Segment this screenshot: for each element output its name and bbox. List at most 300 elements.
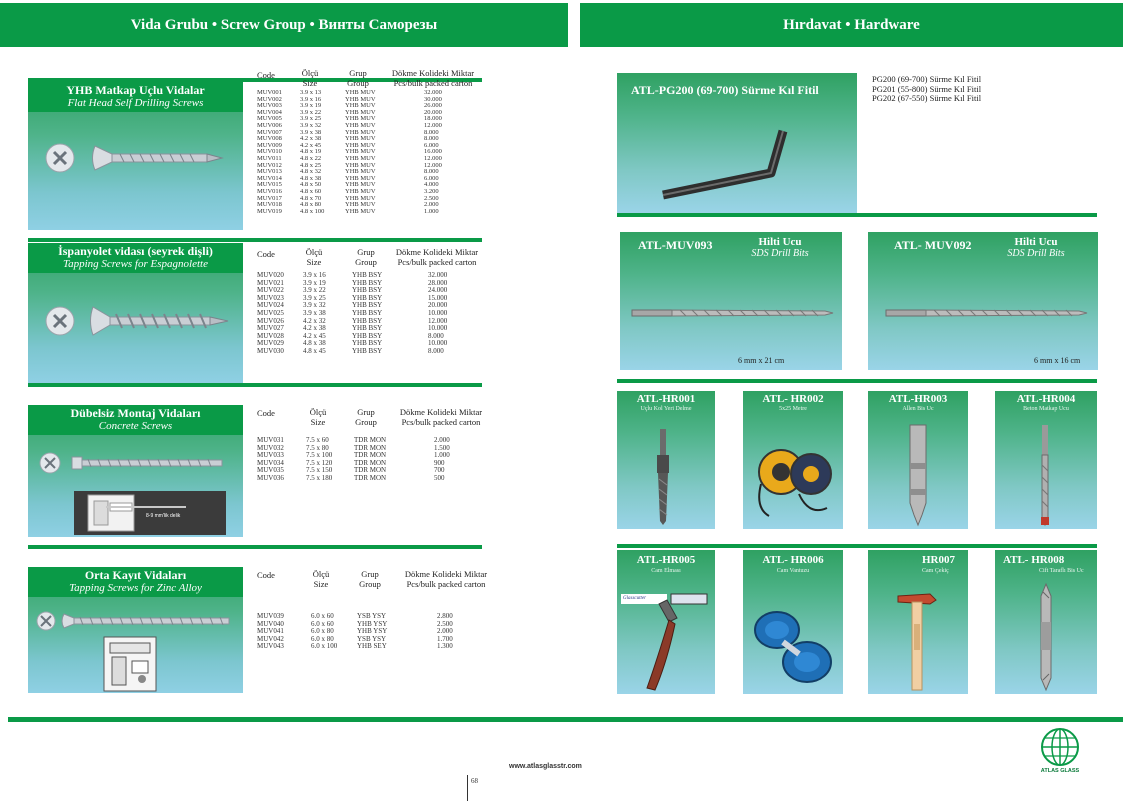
drill-code-prefix: ATL- — [894, 238, 925, 252]
drill-code — [638, 238, 712, 253]
table-cell: YHB MUV — [345, 95, 376, 103]
page-number-line — [467, 775, 468, 801]
header-group-tr: Grup — [349, 68, 367, 78]
header-qty — [383, 68, 483, 88]
concrete-drill-bit-image — [1037, 425, 1053, 529]
table-cell: MUV023 — [257, 293, 284, 302]
table-cell: MUV013 — [257, 168, 282, 176]
header-code: Code — [257, 570, 275, 580]
table-cell: YHB MUV — [345, 121, 376, 129]
drill-name-en: SDS Drill Bits — [751, 248, 809, 259]
table-cell: 4.8 x 100 — [300, 207, 325, 215]
column-qtys — [424, 90, 442, 215]
table-cell: 8.000 — [428, 331, 444, 340]
header-qty-tr: Dökme Kolideki Miktar — [395, 247, 479, 257]
table-cell: 7.5 x 80 — [306, 443, 329, 452]
table-cell: MUV036 — [257, 473, 284, 482]
table-cell: 3.9 x 38 — [303, 308, 326, 317]
tool-code: ATL-HR004 — [1016, 393, 1076, 405]
header-code: Code — [257, 249, 275, 259]
header-qty-en: Pcs/bulk packed carton — [397, 257, 477, 267]
pg-list-item: PG200 (69-700) Sürme Kıl Fitil — [872, 74, 982, 84]
table-cell: MUV019 — [257, 207, 282, 215]
section-divider — [28, 238, 482, 242]
table-cell: YHB BSY — [352, 271, 383, 279]
drill-name — [740, 236, 820, 259]
header-size — [298, 68, 322, 88]
table-cell: 10.000 — [428, 339, 448, 348]
table-cell: YHB MUV — [345, 187, 376, 195]
table-cell: MUV039 — [257, 612, 284, 620]
table-cell: TDR MON — [354, 473, 387, 482]
table-cell: MUV027 — [257, 324, 284, 333]
drill-tool-image — [649, 429, 679, 525]
table-cell: 32.000 — [428, 271, 448, 279]
header-group-tr: Grup — [357, 407, 375, 417]
table-cell: MUV042 — [257, 634, 284, 643]
column-codes — [257, 272, 284, 356]
tool-panel-hr003 — [868, 391, 968, 529]
table-cell: YHB MUV — [345, 128, 376, 136]
table-cell: 3.9 x 13 — [300, 89, 322, 96]
tool-panel-hr006 — [743, 550, 843, 694]
table-cell: 32.000 — [424, 89, 442, 96]
panel-title — [28, 567, 243, 597]
table-cell: MUV009 — [257, 141, 282, 149]
table-cell: MUV032 — [257, 443, 284, 452]
table-cell: 3.9 x 25 — [303, 293, 326, 302]
table-cell: 4.2 x 45 — [303, 331, 326, 340]
table-cell: YHB MUV — [345, 89, 376, 96]
table-cell: 15.000 — [428, 293, 448, 302]
column-codes — [257, 437, 284, 483]
table-cell: MUV033 — [257, 451, 284, 460]
table-cell: MUV021 — [257, 278, 284, 287]
header-group — [351, 407, 381, 427]
drill-name-tr: Hilti Ucu — [1014, 236, 1058, 248]
table-cell: 4.2 x 38 — [300, 135, 322, 143]
table-cell: 30.000 — [424, 95, 442, 103]
table-cell: 1.000 — [424, 207, 439, 215]
table-cell: YHB MUV — [345, 174, 376, 182]
table-cell: YHB BSY — [352, 308, 383, 317]
table-cell: 8.000 — [428, 346, 444, 355]
header-qty-en: Pcs/bulk packed carton — [401, 417, 481, 427]
header-size — [306, 407, 330, 427]
table-cell: MUV007 — [257, 128, 282, 136]
table-cell: 2.000 — [434, 436, 450, 444]
header-group — [355, 569, 385, 589]
tool-desc: Cam Çekiç — [922, 568, 949, 574]
table-cell: 20.000 — [424, 108, 442, 116]
header-size-en: Size — [302, 78, 318, 88]
table-cell: 4.2 x 32 — [303, 316, 326, 325]
tool-desc: Allen Bis Uc — [902, 406, 934, 412]
logo-text: ATLAS GLASS — [1040, 768, 1080, 774]
table-cell: MUV025 — [257, 308, 284, 317]
table-cell: YHB MUV — [345, 108, 376, 116]
drill-name — [996, 236, 1076, 259]
table-cell: MUV005 — [257, 115, 282, 123]
section-divider — [617, 213, 1097, 217]
drill-bit-panel-muv092 — [868, 232, 1098, 370]
tool-code: ATL-HR005 — [636, 554, 696, 566]
table-cell: MUV011 — [257, 154, 282, 162]
drill-code-number: MUV092 — [924, 238, 972, 252]
table-cell: MUV030 — [257, 346, 284, 355]
tape-measure-image — [749, 436, 839, 526]
table-cell: MUV024 — [257, 301, 284, 310]
table-cell: TDR MON — [354, 466, 387, 475]
drill-name-en: SDS Drill Bits — [1007, 248, 1065, 259]
glass-cutter-image — [627, 590, 713, 694]
table-cell: YHB BSY — [352, 339, 383, 348]
pg-list-item: PG202 (67-550) Sürme Kıl Fitil — [872, 93, 982, 103]
table-cell: 4.000 — [424, 181, 439, 189]
drill-code-number: MUV093 — [665, 238, 713, 252]
table-cell: 3.9 x 19 — [303, 278, 326, 287]
table-cell: 6.0 x 60 — [311, 619, 334, 628]
table-cell: 4.8 x 38 — [303, 339, 326, 348]
tool-desc: Beton Matkap Ucu — [1023, 406, 1069, 412]
drill-code-prefix: ATL- — [638, 238, 666, 252]
table-cell: YHB BSY — [352, 301, 383, 310]
table-cell: 3.9 x 22 — [300, 108, 322, 116]
pg200-title: ATL-PG200 (69-700) Sürme Kıl Fitil — [631, 83, 819, 97]
column-sizes — [311, 613, 337, 651]
table-cell: 12.000 — [424, 121, 442, 129]
column-sizes — [303, 272, 326, 356]
hex-key-image — [655, 113, 795, 203]
table-cell: YHB YSY — [357, 619, 388, 628]
table-cell: 2.500 — [424, 194, 439, 202]
table-cell: 2.000 — [424, 201, 439, 209]
column-groups — [352, 272, 382, 356]
drill-code — [894, 238, 971, 253]
header-qty-tr: Dökme Kolideki Miktar — [391, 68, 475, 78]
table-cell: MUV010 — [257, 148, 282, 156]
panel-title-en: Concrete Screws — [98, 420, 173, 432]
pg-list — [872, 75, 981, 104]
zinc-alloy-screw-image — [34, 607, 239, 692]
table-cell: YHB BSY — [352, 293, 383, 302]
table-cell: 7.5 x 180 — [306, 473, 333, 482]
table-cell: MUV017 — [257, 194, 282, 202]
right-page-title: Hırdavat • Hardware — [783, 16, 920, 33]
table-cell: 2.800 — [437, 612, 453, 620]
column-qtys — [437, 613, 453, 651]
section-divider — [28, 545, 482, 549]
table-cell: MUV018 — [257, 201, 282, 209]
table-cell: MUV015 — [257, 181, 282, 189]
tool-code: ATL- HR008 — [1003, 554, 1065, 566]
header-group-en: Group — [355, 417, 377, 427]
table-cell: 4.8 x 38 — [300, 174, 322, 182]
table-cell: YHB MUV — [345, 115, 376, 123]
table-cell: MUV012 — [257, 161, 282, 169]
tool-code: ATL-HR001 — [636, 393, 696, 405]
table-cell: 3.200 — [424, 187, 439, 195]
table-cell: 1.500 — [434, 443, 450, 452]
table-cell: 6.0 x 60 — [311, 612, 334, 620]
table-cell: 6.000 — [424, 174, 439, 182]
table-cell: TDR MON — [354, 436, 387, 444]
table-cell: 3.9 x 19 — [300, 102, 322, 110]
glasscutter-brand-label: Glasscutter — [621, 594, 667, 604]
table-cell: YHB MUV — [345, 154, 376, 162]
table-cell: YHB BSY — [352, 331, 383, 340]
table-cell: 10.000 — [428, 308, 448, 317]
header-qty-en: Pcs/bulk packed carton — [393, 78, 473, 88]
header-size-en: Size — [313, 579, 329, 589]
table-cell: 7.5 x 60 — [306, 436, 329, 444]
tool-panel-hr005 — [617, 550, 715, 694]
tool-panel-hr001 — [617, 391, 715, 529]
website-url[interactable]: www.atlasglasstr.com — [509, 763, 582, 770]
header-size-tr: Ölçü — [309, 407, 327, 417]
panel-title-en: Tapping Screws for Zinc Alloy — [69, 582, 202, 594]
table-cell: 1.000 — [434, 451, 450, 460]
header-size-tr: Ölçü — [312, 569, 330, 579]
table-cell: YHB MUV — [345, 194, 376, 202]
column-sizes — [306, 437, 332, 483]
page-number: 68 — [471, 777, 478, 785]
table-cell: 28.000 — [428, 278, 448, 287]
table-cell: MUV041 — [257, 627, 284, 636]
header-size — [309, 569, 333, 589]
table-cell: 20.000 — [428, 301, 448, 310]
column-groups — [354, 437, 386, 483]
table-cell: YHB MUV — [345, 168, 376, 176]
table-cell: 7.5 x 150 — [306, 466, 333, 475]
product-panel-self-drilling — [28, 82, 243, 230]
header-qty — [387, 247, 487, 267]
header-group — [343, 68, 373, 88]
header-qty-tr: Dökme Kolideki Miktar — [404, 569, 488, 579]
panel-title-tr: Dübelsiz Montaj Vidaları — [70, 406, 201, 420]
table-cell: 4.2 x 45 — [300, 141, 322, 149]
drill-bit-image — [884, 306, 1089, 320]
table-cell: MUV016 — [257, 187, 282, 195]
table-cell: 3.9 x 22 — [303, 286, 326, 295]
glass-hammer-image — [890, 590, 950, 692]
table-cell: MUV008 — [257, 135, 282, 143]
bottom-divider — [8, 717, 1123, 722]
table-cell: YHB BSY — [352, 346, 383, 355]
table-cell: 12.000 — [428, 316, 448, 325]
product-panel-concrete — [28, 405, 243, 537]
panel-title-tr: YHB Matkap Uçlu Vidalar — [66, 83, 205, 97]
header-size-tr: Ölçü — [305, 247, 323, 257]
drill-dimension: 6 mm x 16 cm — [1034, 356, 1081, 365]
header-qty-tr: Dökme Kolideki Miktar — [399, 407, 483, 417]
table-cell: YHB SEY — [357, 642, 387, 651]
panel-title — [28, 405, 243, 435]
header-group-tr: Grup — [357, 247, 375, 257]
table-cell: 4.8 x 45 — [303, 346, 326, 355]
table-cell: 3.9 x 25 — [300, 115, 322, 123]
tool-code: ATL- HR002 — [762, 393, 824, 405]
table-cell: MUV029 — [257, 339, 284, 348]
panel-title-tr: Orta Kayıt Vidaları — [84, 568, 187, 582]
table-cell: 4.8 x 50 — [300, 181, 322, 189]
table-cell: 3.9 x 32 — [300, 121, 322, 129]
table-cell: YHB MUV — [345, 181, 376, 189]
header-group-en: Group — [359, 579, 381, 589]
header-qty-en: Pcs/bulk packed carton — [406, 579, 486, 589]
allen-bit-image — [906, 423, 930, 527]
table-cell: 4.8 x 22 — [300, 154, 322, 162]
drill-name-tr: Hilti Ucu — [758, 236, 802, 248]
table-cell: 8.000 — [424, 168, 439, 176]
table-cell: MUV004 — [257, 108, 282, 116]
tapping-screw-image — [38, 293, 238, 343]
column-codes — [257, 613, 284, 651]
table-cell: MUV003 — [257, 102, 282, 110]
table-cell: 3.9 x 16 — [300, 95, 322, 103]
table-cell: 2.500 — [437, 619, 453, 628]
table-cell: MUV040 — [257, 619, 284, 628]
table-cell: YHB MUV — [345, 201, 376, 209]
tool-panel-hr007 — [868, 550, 968, 694]
table-cell: YHB BSY — [352, 286, 383, 295]
table-cell: YHB MUV — [345, 102, 376, 110]
table-cell: 500 — [434, 473, 445, 482]
column-groups — [345, 90, 376, 215]
header-size-en: Size — [310, 417, 326, 427]
page-gutter — [572, 0, 576, 50]
tool-panel-hr004 — [995, 391, 1097, 529]
table-cell: MUV028 — [257, 331, 284, 340]
table-cell: MUV031 — [257, 436, 284, 444]
table-cell: 10.000 — [428, 324, 448, 333]
tool-panel-hr008 — [995, 550, 1097, 694]
table-cell: YHB MUV — [345, 161, 376, 169]
table-cell: YHB YSY — [357, 627, 388, 636]
header-size-tr: Ölçü — [301, 68, 319, 78]
table-cell: MUV006 — [257, 121, 282, 129]
table-cell: MUV043 — [257, 642, 284, 651]
table-cell: 4.8 x 70 — [300, 194, 322, 202]
panel-title — [28, 82, 243, 112]
table-cell: MUV035 — [257, 466, 284, 475]
table-cell: 4.8 x 80 — [300, 201, 322, 209]
left-page-title: Vida Grubu • Screw Group • Винты Саморезы — [130, 16, 438, 33]
section-divider — [617, 544, 1097, 548]
header-group-en: Group — [347, 78, 369, 88]
table-cell: 12.000 — [424, 154, 442, 162]
header-group-en: Group — [355, 257, 377, 267]
tool-code: ATL-HR003 — [888, 393, 948, 405]
table-cell: MUV022 — [257, 286, 284, 295]
table-cell: TDR MON — [354, 443, 387, 452]
table-cell: TDR MON — [354, 458, 387, 467]
table-cell: 7.5 x 120 — [306, 458, 333, 467]
header-qty — [391, 407, 491, 427]
table-cell: 6.000 — [424, 141, 439, 149]
table-cell: YHB MUV — [345, 148, 376, 156]
double-sided-bit-image — [1031, 582, 1061, 692]
panel-title-en: Tapping Screws for Espagnolette — [63, 258, 208, 270]
drill-bit-image — [630, 306, 835, 320]
table-cell: YSB YSY — [357, 634, 387, 643]
product-panel-zinc-alloy — [28, 567, 243, 693]
table-cell: 6.0 x 100 — [311, 642, 338, 651]
table-cell: 8.000 — [424, 128, 439, 136]
table-cell: MUV002 — [257, 95, 282, 103]
header-code: Code — [257, 408, 275, 418]
header-size — [302, 247, 326, 267]
table-cell: 3.9 x 16 — [303, 271, 326, 279]
table-cell: MUV026 — [257, 316, 284, 325]
table-cell: 6.0 x 80 — [311, 627, 334, 636]
table-cell: 16.000 — [424, 148, 442, 156]
tool-desc: Cam Elması — [651, 568, 681, 574]
section-divider — [617, 379, 1097, 383]
table-cell: 8.000 — [424, 135, 439, 143]
tool-desc: 5x25 Metre — [779, 406, 807, 412]
tool-code: HR007 — [922, 554, 955, 566]
panel-title — [28, 243, 243, 273]
column-groups — [357, 613, 387, 651]
tool-panel-hr002 — [743, 391, 843, 529]
table-cell: 900 — [434, 458, 445, 467]
table-cell: MUV034 — [257, 458, 284, 467]
tool-code: ATL- HR006 — [762, 554, 824, 566]
column-codes — [257, 90, 282, 215]
self-drilling-screw-image — [40, 132, 235, 182]
table-cell: 4.8 x 60 — [300, 187, 322, 195]
panel-title-tr: İspanyolet vidası (seyrek dişli) — [58, 244, 213, 258]
header-size-en: Size — [306, 257, 322, 267]
tool-desc: Cift Taraflı Bis Uc — [1039, 568, 1084, 574]
table-cell: 4.2 x 38 — [303, 324, 326, 333]
concrete-caption: 8-9 mm'lik delik — [146, 513, 181, 519]
table-cell: YHB MUV — [345, 141, 376, 149]
table-cell: 24.000 — [428, 286, 448, 295]
table-cell: 4.8 x 25 — [300, 161, 322, 169]
header-code: Code — [257, 70, 275, 80]
tool-desc: Cam Vantuzu — [776, 568, 810, 574]
table-cell: YHB MUV — [345, 207, 376, 215]
column-qtys — [434, 437, 450, 483]
pg200-panel — [617, 73, 857, 213]
drill-bit-panel-muv093 — [620, 232, 842, 370]
drill-dimension: 6 mm x 21 cm — [738, 356, 785, 365]
table-cell: 3.9 x 38 — [300, 128, 322, 136]
table-cell: MUV001 — [257, 89, 282, 96]
table-cell: 4.8 x 32 — [300, 168, 322, 176]
table-cell: 2.000 — [437, 627, 453, 636]
table-cell: 4.8 x 19 — [300, 148, 322, 156]
pg-list-item: PG201 (55-800) Sürme Kıl Fitil — [872, 83, 982, 94]
table-cell: 700 — [434, 466, 445, 475]
left-page-header — [0, 3, 568, 47]
right-page-header — [580, 3, 1123, 47]
table-cell: 18.000 — [424, 115, 442, 123]
table-cell: MUV014 — [257, 174, 282, 182]
table-cell: YHB BSY — [352, 324, 383, 333]
table-cell: 1.700 — [437, 634, 453, 643]
table-cell: 1.300 — [437, 642, 453, 651]
header-qty — [396, 569, 496, 589]
table-cell: 6.0 x 80 — [311, 634, 334, 643]
table-cell: YHB BSY — [352, 278, 383, 287]
panel-title-en: Flat Head Self Drilling Screws — [67, 97, 204, 109]
suction-cup-image — [749, 592, 839, 692]
table-cell: YSB YSY — [357, 612, 387, 620]
table-cell: YHB MUV — [345, 135, 376, 143]
